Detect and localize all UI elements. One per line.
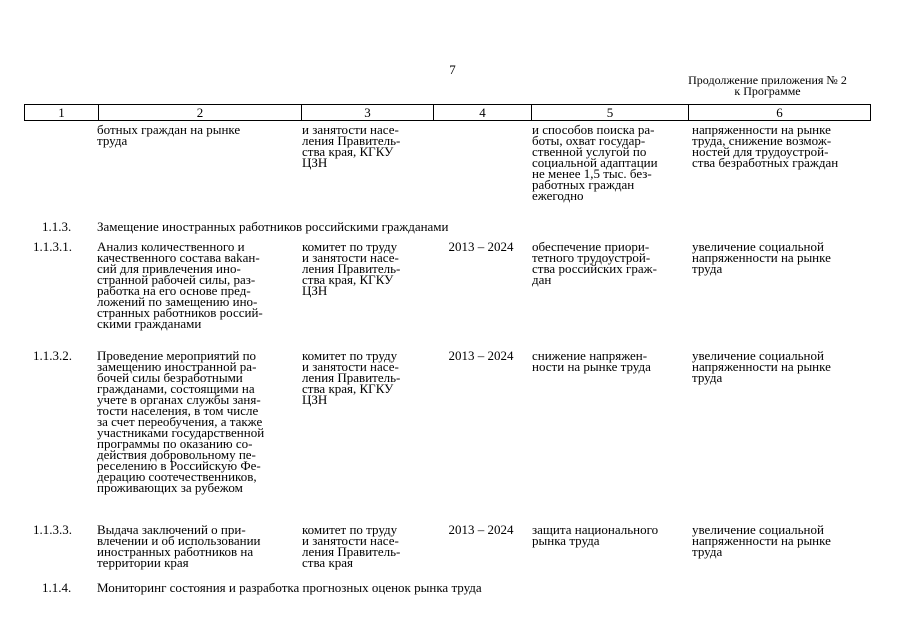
cell-result: защита национального рынка труда [532,522,659,548]
row-number: 1.1.3.2. [33,348,72,363]
header-col-5: 5 [531,105,688,120]
cell-measure: Проведение мероприятий по замещению иностранной ра- бочей силы безработными гражданами, состоящими на учете в органах службы заня- тости населения, в том числе за счет переобучения, а также участниками государственной программы по оказанию со- действия добровольному пе- реселению в Российскую Фе- дерацию соотечественников, проживающих за рубежом [97,348,265,495]
appendix-caption-line2: к Программе [734,84,801,98]
header-col-4: 4 [433,105,531,120]
cell-continuation-result: и способов поиска ра- боты, охват государ- ственной услугой по социальной адаптации не менее 1,5 тыс. без- работных граждан ежегодно [532,122,658,203]
cell-continuation-measure: ботных граждан на рынке труда [97,122,241,148]
appendix-caption [680,75,855,97]
appendix-caption-line1: Продолжение приложения № 2 [688,73,847,87]
cell-executor: комитет по труду и занятости насе- ления Правитель- ства края [302,522,401,570]
cell-consequence: увеличение социальной напряженности на рынке труда [692,348,831,385]
header-col-1: 1 [58,105,65,120]
cell-consequence: увеличение социальной напряженности на рынке труда [692,522,831,559]
cell-period: 2013 – 2024 [448,239,514,254]
cell-executor: комитет по труду и занятости насе- ления Правитель- ства края, КГКУ ЦЗН [302,239,401,298]
row-number: 1.1.3.3. [33,522,72,537]
section-number: 1.1.3. [42,219,72,234]
cell-period: 2013 – 2024 [448,522,514,537]
section-title: Мониторинг состояния и разработка прогнозных оценок рынка труда [97,580,482,595]
cell-result: обеспечение приори- тетного трудоустрой- ства российских граж- дан [532,239,657,287]
cell-consequence: увеличение социальной напряженности на рынке труда [692,239,831,276]
header-col-6: 6 [688,105,870,120]
cell-measure: Анализ количественного и качественного состава ваkан- сий для привлечения ино- странной рабочей силы, раз- работка на его основе пред- ложений по замещению ино- странных работников россий- скими гражданами [97,239,263,331]
header-col-3: 3 [301,105,433,120]
cell-continuation-executor: и занятости насе- ления Правитель- ства края, КГКУ ЦЗН [302,122,401,170]
table-header-row [24,104,871,121]
cell-continuation-consequence: напряженности на рынке труда, снижение возмож- ностей для трудоустрой- ства безработных граждан [692,122,839,170]
section-number: 1.1.4. [42,580,72,595]
cell-executor: комитет по труду и занятости насе- ления Правитель- ства края, КГКУ ЦЗН [302,348,401,407]
cell-result: снижение напряжен- ности на рынке труда [532,348,651,374]
cell-measure: Выдача заключений о при- влечении и об использовании иностранных работников на территории края [97,522,261,570]
section-title: Замещение иностранных работников российскими гражданами [97,219,449,234]
cell-period: 2013 – 2024 [448,348,514,363]
page-number: 7 [449,62,456,77]
header-col-2: 2 [98,105,301,120]
row-number: 1.1.3.1. [33,239,72,254]
